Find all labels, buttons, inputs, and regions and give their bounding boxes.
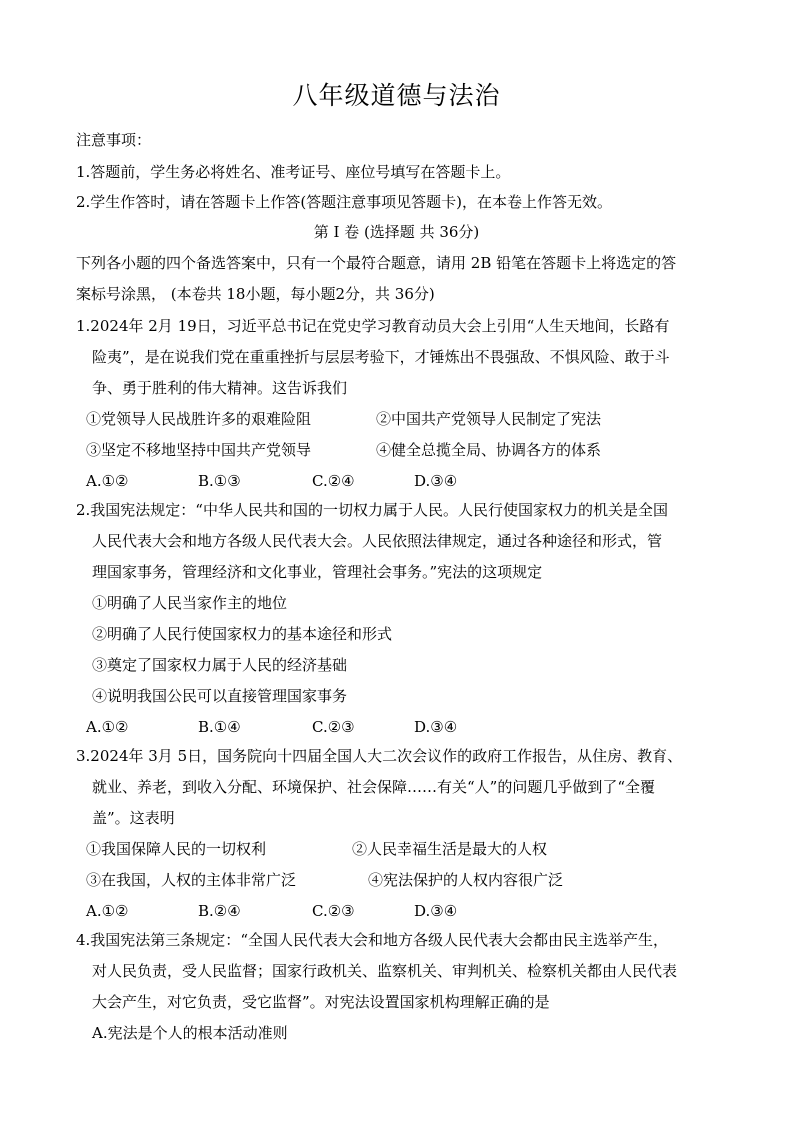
q3-statement-2: ②人民幸福生活是最大的人权 [352,840,548,858]
q3-statement-3: ③在我国，人权的主体非常广泛 [86,871,297,889]
section-instruction-line-1: 下列各小题的四个备选答案中，只有一个最符合题意，请用 2B 铅笔在答题卡上将选定的答 [76,254,677,272]
q1-choice-a: A.①② [86,472,129,490]
q1-choice-d: D.③④ [414,472,458,490]
q2-choice-d: D.③④ [414,718,458,736]
q2-stem-line-3: 理国家事务，管理经济和文化事业，管理社会事务。”宪法的这项规定 [92,563,543,581]
q2-statement-3: ③奠定了国家权力属于人民的经济基础 [92,656,348,674]
q3-stem-line-2: 就业、养老，到收入分配、环境保护、社会保障……有关“人”的问题几乎做到了“全覆 [92,778,656,796]
q3-choice-b: B.②④ [198,902,241,920]
q2-statement-4: ④说明我国公民可以直接管理国家事务 [92,687,348,705]
q3-statement-4: ④宪法保护的人权内容很广泛 [368,871,564,889]
q1-choice-c: C.②④ [312,472,355,490]
q1-statement-4: ④健全总揽全局、协调各方的体系 [376,441,602,459]
q4-choice-a: A.宪法是个人的根本活动准则 [92,1024,288,1042]
q3-stem-line-1: 3.2024年 3月 5日，国务院向十四届全国人大二次会议作的政府工作报告，从住房、教育、 [76,747,683,765]
q4-stem-line-1: 4.我国宪法第三条规定：“全国人民代表大会和地方各级人民代表大会都由民主选举产生， [76,931,668,949]
section-title: 第 I 卷 (选择题 共 36分) [313,223,480,241]
q3-choice-a: A.①② [86,902,129,920]
q1-stem-line-2: 险夷”，是在说我们党在重重挫折与层层考验下，才锤炼出不畏强敌、不惧风险、敢于斗 [92,348,670,366]
q3-choice-c: C.②③ [312,902,355,920]
q2-stem-line-1: 2.我国宪法规定：“中华人民共和国的一切权力属于人民。人民行使国家权力的机关是全国 [76,501,668,519]
q1-statement-2: ②中国共产党领导人民制定了宪法 [376,410,602,428]
q2-choice-a: A.①② [86,718,129,736]
q3-stem-line-3: 盖”。这表明 [92,809,175,827]
section-instruction-line-2: 案标号涂黑， (本卷共 18小题，每小题2分，共 36分) [76,285,435,303]
notice-heading: 注意事项： [76,131,152,149]
q1-stem-line-1: 1.2024年 2月 19日，习近平总书记在党史学习教育动员大会上引用“人生天地间，长路有 [76,317,670,335]
q2-statement-1: ①明确了人民当家作主的地位 [92,594,288,612]
q2-stem-line-2: 人民代表大会和地方各级人民代表大会。人民依照法律规定，通过各种途径和形式，管 [92,532,663,550]
page-title: 八年级道德与法治 [292,81,501,110]
q4-stem-line-3: 大会产生，对它负责，受它监督”。对宪法设置国家机构理解正确的是 [92,993,550,1011]
notice-item-1: 1.答题前，学生务必将姓名、准考证号、座位号填写在答题卡上。 [76,163,511,181]
q2-statement-2: ②明确了人民行使国家权力的基本途径和形式 [92,625,393,643]
q1-statement-1: ①党领导人民战胜许多的艰难险阻 [86,410,312,428]
q1-stem-line-3: 争、勇于胜利的伟大精神。这告诉我们 [92,379,348,397]
q2-choice-b: B.①④ [198,718,241,736]
q3-statement-1: ①我国保障人民的一切权利 [86,840,267,858]
q1-statement-3: ③坚定不移地坚持中国共产党领导 [86,441,312,459]
q4-stem-line-2: 对人民负责，受人民监督；国家行政机关、监察机关、审判机关、检察机关都由人民代表 [92,962,678,980]
q2-choice-c: C.②③ [312,718,355,736]
notice-item-2: 2.学生作答时，请在答题卡上作答(答题注意事项见答题卡)，在本卷上作答无效。 [76,193,613,211]
q3-choice-d: D.③④ [414,902,458,920]
q1-choice-b: B.①③ [198,472,241,490]
